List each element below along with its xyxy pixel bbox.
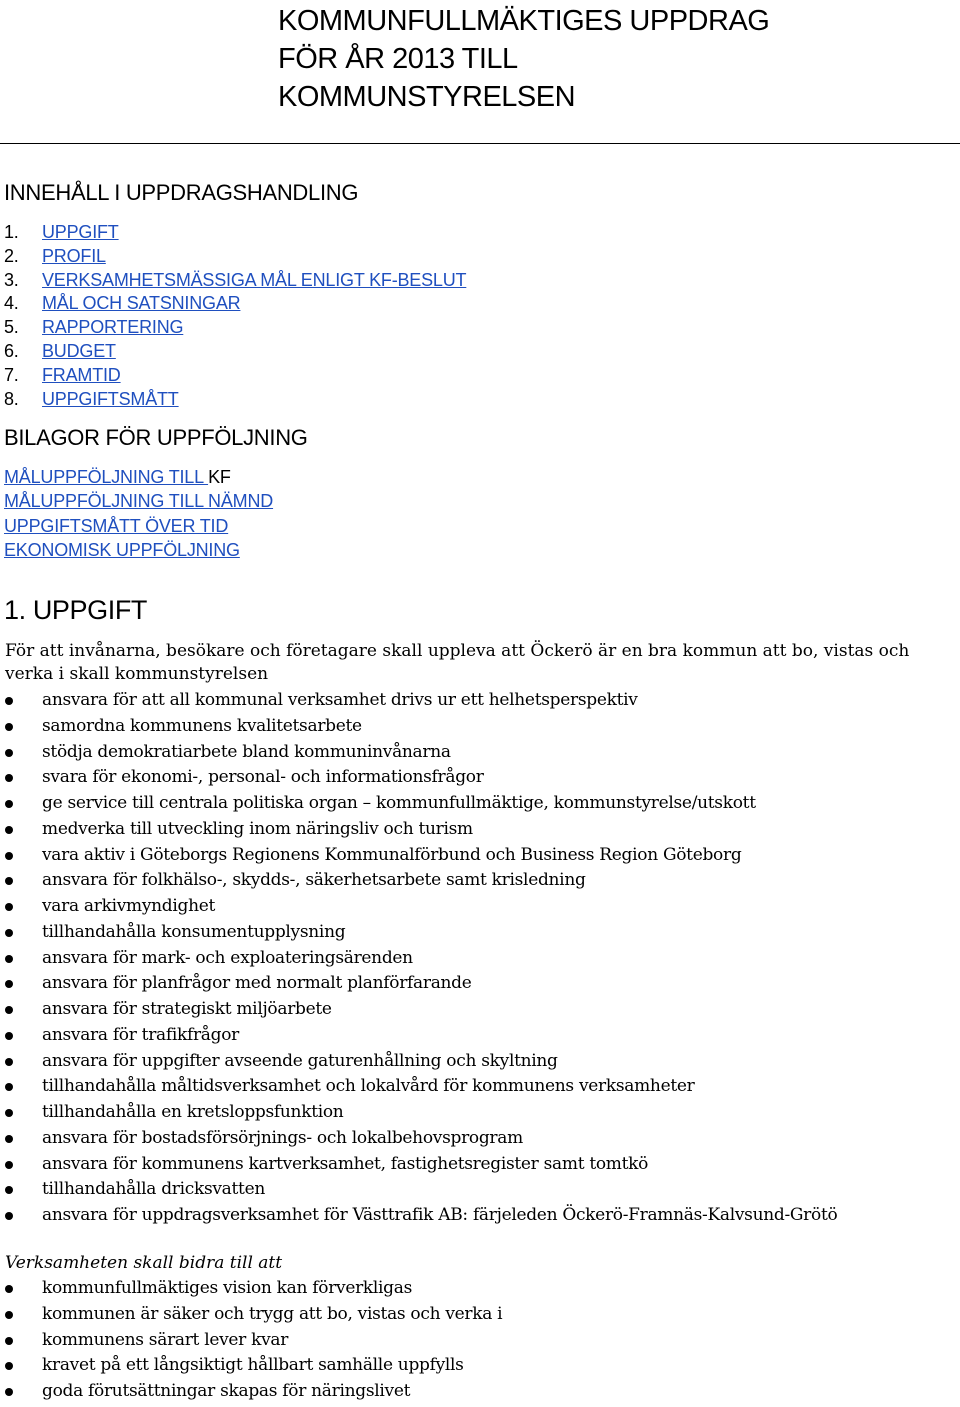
toc-item-verksamhetsmal — [4, 269, 466, 293]
list-item-text: samordna kommunens kvalitetsarbete — [42, 715, 362, 736]
bullet-icon — [5, 800, 13, 808]
list-item-text: kommunfullmäktiges vision kan förverkligas — [42, 1278, 413, 1298]
verksamheten-intro: Verksamheten skall bidra till att — [5, 1253, 283, 1273]
toc-link-verksamhetsmal[interactable]: VERKSAMHETSMÄSSIGA MÅL ENLIGT KF-BESLUT — [42, 269, 467, 290]
bullet-icon — [5, 1058, 13, 1066]
list-item-text: kommunens särart lever kvar — [42, 1329, 289, 1350]
toc-item-rapportering — [4, 316, 466, 340]
bullet-icon — [5, 1186, 13, 1194]
document-title — [278, 2, 769, 116]
bullet-icon — [5, 1109, 13, 1117]
toc-item-number: 7. — [4, 364, 19, 385]
toc-link-profil[interactable]: PROFIL — [42, 245, 106, 266]
bullet-icon — [5, 826, 13, 834]
toc-item-profil — [4, 245, 466, 269]
toc-item-number: 6. — [4, 340, 19, 361]
horizontal-divider — [0, 143, 960, 144]
bilagor-item-maluppfoljning-kf — [4, 465, 273, 489]
bullet-icon — [5, 929, 13, 937]
list-item-text: ansvara för uppgifter avseende gaturenhållning och skyltning — [42, 1050, 558, 1071]
bilagor-item-ekonomisk-uppfoljning — [4, 538, 273, 562]
list-item-text: kommunen är säker och trygg att bo, vistas och verka i — [42, 1303, 503, 1324]
toc-item-uppgiftsmatt — [4, 388, 466, 412]
list-item-text: ansvara för uppdragsverksamhet för Västtrafik AB: färjeleden Öckerö-Framnäs-Kalvsund-Grötö — [42, 1205, 838, 1225]
bullet-icon — [5, 1083, 13, 1091]
bilagor-heading: BILAGOR FÖR UPPFÖLJNING — [4, 425, 308, 450]
toc-item-mal-satsningar — [4, 292, 466, 316]
list-item-text: tillhandahålla dricksvatten — [42, 1179, 265, 1200]
bilagor-link-ekonomisk-uppfoljning[interactable]: EKONOMISK UPPFÖLJNING — [4, 539, 240, 560]
list-item-text: tillhandahålla en kretsloppsfunktion — [42, 1102, 344, 1122]
toc-link-uppgiftsmatt[interactable]: UPPGIFTSMÅTT — [42, 388, 179, 409]
list-item-text: ansvara för folkhälso-, skydds-, säkerhetsarbete samt krisledning — [42, 870, 586, 891]
list-item-text: stödja demokratiarbete bland kommuninvånarna — [42, 741, 451, 762]
toc-link-mal-satsningar[interactable]: MÅL OCH SATSNINGAR — [42, 293, 241, 314]
list-item-text: medverka till utveckling inom näringsliv och turism — [42, 818, 473, 839]
bullet-icon — [5, 1285, 13, 1293]
bilagor-item-uppgiftsmatt-over-tid — [4, 514, 273, 538]
toc-link-rapportering[interactable]: RAPPORTERING — [42, 317, 184, 338]
title-line: FÖR ÅR 2013 TILL — [278, 43, 518, 75]
bullet-icon — [5, 852, 13, 860]
bullet-icon — [5, 1311, 13, 1319]
bullet-icon — [5, 1337, 13, 1345]
bullet-icon — [5, 877, 13, 885]
list-item-text: ansvara för mark- och exploateringsärenden — [42, 947, 413, 968]
toc-item-number: 3. — [4, 269, 19, 290]
bullet-icon — [5, 1032, 13, 1040]
list-item-text: tillhandahålla konsumentupplysning — [42, 921, 346, 942]
toc-item-number: 4. — [4, 293, 19, 314]
bullet-icon — [5, 1135, 13, 1143]
toc-item-budget — [4, 340, 466, 364]
list-item-text: tillhandahålla måltidsverksamhet och lokalvård för kommunens verksamheter — [42, 1076, 695, 1097]
title-line: KOMMUNSTYRELSEN — [278, 81, 576, 113]
bilagor-item-suffix: KF — [208, 467, 231, 487]
bullet-icon — [5, 980, 13, 988]
toc-item-number: 2. — [4, 245, 19, 266]
list-item-text: ansvara för bostadsförsörjnings- och lokalbehovsprogram — [42, 1127, 523, 1148]
bullet-icon — [5, 1362, 13, 1370]
list-item-text: ansvara för kommunens kartverksamhet, fastighetsregister samt tomtkö — [42, 1153, 649, 1174]
list-item-text: ge service till centrala politiska organ – kommunfullmäktige, kommunstyrelse/utskott — [42, 793, 756, 813]
toc-item-number: 5. — [4, 317, 19, 338]
list-item-text: vara arkivmyndighet — [42, 896, 216, 916]
section-heading-uppgift: 1. UPPGIFT — [4, 595, 148, 625]
bullet-icon — [5, 774, 13, 782]
bilagor-link-maluppfoljning-kf[interactable]: MÅLUPPFÖLJNING TILL — [4, 467, 209, 487]
bullet-icon — [5, 697, 13, 705]
list-item-text: svara för ekonomi-, personal- och informationsfrågor — [42, 767, 484, 788]
bullet-icon — [5, 903, 13, 911]
toc-link-uppgift[interactable]: UPPGIFT — [42, 222, 119, 242]
list-item-text: ansvara för att all kommunal verksamhet drivs ur ett helhetsperspektiv — [42, 690, 638, 710]
bilagor-link-uppgiftsmatt-over-tid[interactable]: UPPGIFTSMÅTT ÖVER TID — [4, 515, 229, 536]
toc-link-budget[interactable]: BUDGET — [42, 340, 116, 361]
uppgift-intro-paragraph: För att invånarna, besökare och företagare skall uppleva att Öckerö är en bra kommun att bo, vistas och verka i skall kommunstyrelsen — [5, 641, 910, 684]
toc-heading: INNEHÅLL I UPPDRAGSHANDLING — [4, 180, 359, 205]
toc-item-uppgift — [4, 221, 466, 245]
bullet-icon — [5, 749, 13, 757]
bilagor-item-maluppfoljning-namnd — [4, 489, 273, 513]
bullet-icon — [5, 1161, 13, 1169]
bilagor-link-maluppfoljning-namnd[interactable]: MÅLUPPFÖLJNING TILL NÄMND — [4, 491, 274, 512]
list-item-text: vara aktiv i Göteborgs Regionens Kommunalförbund och Business Region Göteborg — [42, 844, 742, 865]
bilagor-list — [4, 465, 273, 562]
toc-item-number: 8. — [4, 388, 19, 409]
bullet-icon — [5, 1388, 13, 1396]
bullet-icon — [5, 955, 13, 963]
list-item-text: ansvara för planfrågor med normalt planförfarande — [42, 973, 472, 994]
list-item-text: kravet på ett långsiktigt hållbart samhälle uppfylls — [42, 1355, 464, 1376]
toc-list — [4, 221, 466, 411]
list-item-text: ansvara för trafikfrågor — [42, 1024, 239, 1045]
list-item-text: ansvara för strategiskt miljöarbete — [42, 999, 332, 1019]
title-line: KOMMUNFULLMÄKTIGES UPPDRAG — [278, 5, 770, 37]
bullet-icon — [5, 1212, 13, 1220]
bullet-icon — [5, 1006, 13, 1014]
list-item-text: goda förutsättningar skapas för näringslivet — [42, 1381, 411, 1401]
toc-link-framtid[interactable]: FRAMTID — [42, 364, 121, 385]
bullet-icon — [5, 723, 13, 731]
toc-item-framtid — [4, 364, 466, 388]
toc-item-number: 1. — [4, 222, 19, 242]
